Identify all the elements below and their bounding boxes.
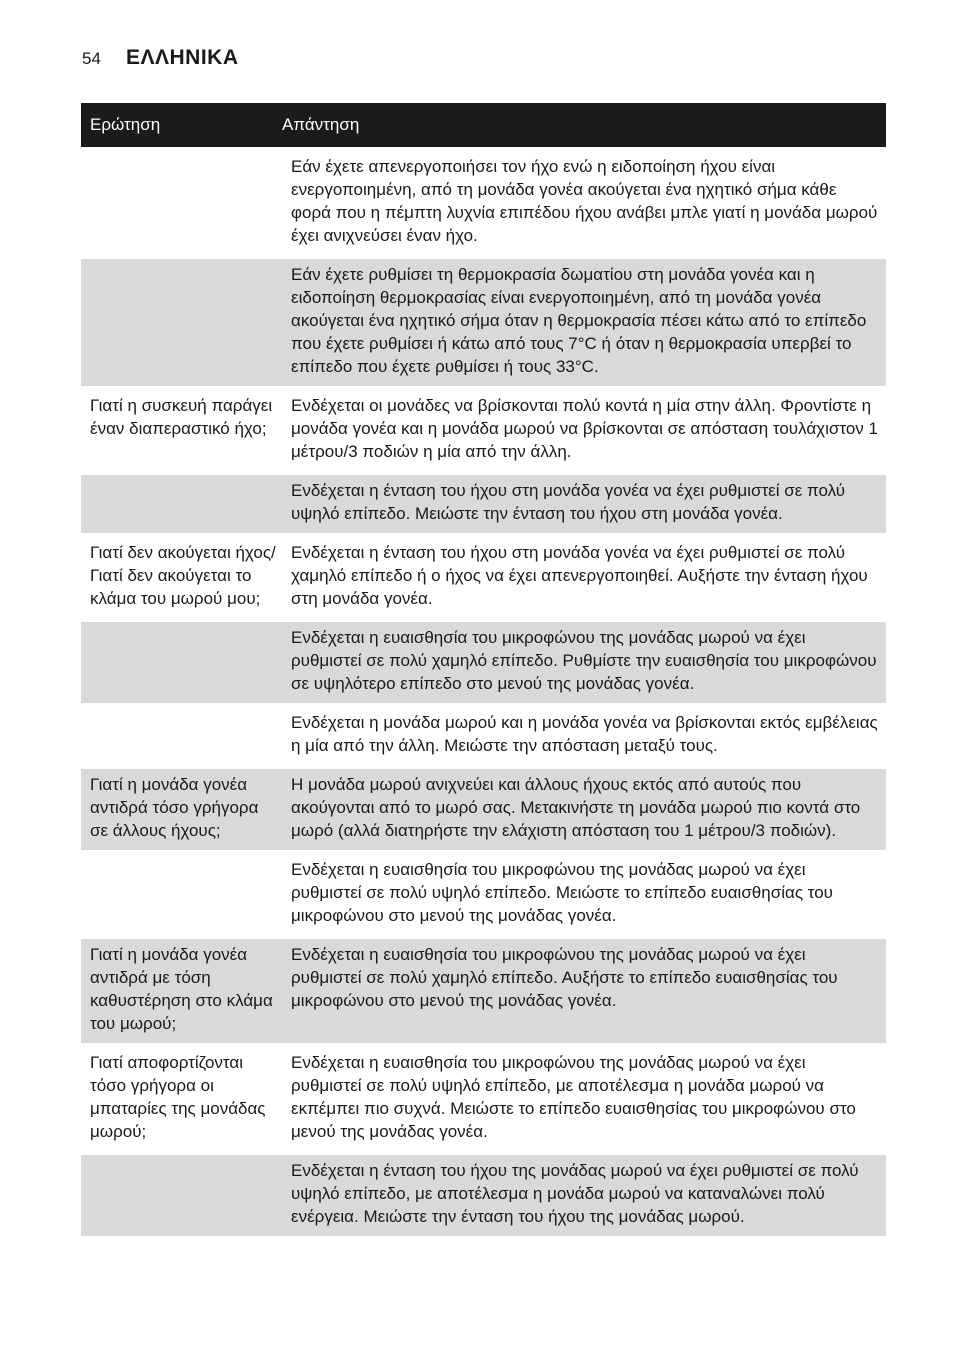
answer-cell: Ενδέχεται η ευαισθησία του μικροφώνου της μονάδας μωρού να έχει ρυθμιστεί σε πολύ χαμηλό επίπεδο. Αυξήστε το επίπεδο ευαισθησίας του μικροφώνου στο μενού της μονάδας γονέα.	[291, 945, 838, 1010]
question-cell	[81, 151, 282, 255]
answer-cell: Ενδέχεται η ένταση του ήχου της μονάδας μωρού να έχει ρυθμιστεί σε πολύ υψηλό επίπεδο, με αποτέλεσμα η μονάδα μωρού να καταναλώνει πολύ ενέργεια. Μειώστε την ένταση του ήχου της μονάδας μωρού.	[291, 1161, 859, 1226]
table-row	[81, 1155, 886, 1236]
question-cell: Γιατί η συσκευή παράγει έναν διαπεραστικό ήχο;	[90, 396, 273, 438]
table-row	[81, 707, 886, 765]
answer-cell: Ενδέχεται η ένταση του ήχου στη μονάδα γονέα να έχει ρυθμιστεί σε πολύ υψηλό επίπεδο. Μειώστε την ένταση του ήχου στη μονάδα γονέα.	[291, 481, 846, 523]
table-header-row	[81, 103, 886, 147]
answer-cell: Ενδέχεται η ένταση του ήχου στη μονάδα γονέα να έχει ρυθμιστεί σε πολύ χαμηλό επίπεδο ή ο ήχος να έχει απενεργοποιηθεί. Αυξήστε την ένταση ήχου στη μονάδα γονέα.	[291, 543, 868, 608]
table-row	[81, 151, 886, 255]
question-cell: Γιατί δεν ακούγεται ήχος/Γιατί δεν ακούγεται το κλάμα του μωρού μου;	[90, 543, 276, 608]
table-row	[81, 622, 886, 703]
question-cell	[81, 475, 282, 533]
answer-cell: Η μονάδα μωρού ανιχνεύει και άλλους ήχους εκτός από αυτούς που ακούγονται από το μωρό σας. Μετακινήστε τη μονάδα μωρού πιο κοντά στο μωρό (αλλά διατηρήστε την ελάχιστη απόσταση του 1 μέτρου/3 ποδιών).	[291, 775, 861, 840]
question-cell	[81, 259, 282, 386]
question-cell: Γιατί αποφορτίζονται τόσο γρήγορα οι μπαταρίες της μονάδας μωρού;	[90, 1053, 266, 1141]
question-cell: Γιατί η μονάδα γονέα αντιδρά με τόση καθυστέρηση στο κλάμα του μωρού;	[90, 945, 273, 1033]
page-header	[82, 46, 239, 76]
question-cell: Γιατί η μονάδα γονέα αντιδρά τόσο γρήγορα σε άλλους ήχους;	[90, 775, 259, 840]
table-body	[81, 151, 886, 1236]
column-header-answer: Απάντηση	[282, 115, 360, 134]
table-row	[81, 537, 886, 618]
answer-cell: Ενδέχεται η ευαισθησία του μικροφώνου της μονάδας μωρού να έχει ρυθμιστεί σε πολύ χαμηλό επίπεδο. Ρυθμίστε την ευαισθησία του μικροφώνου σε υψηλότερο επίπεδο στο μενού της μονάδας γονέα.	[291, 628, 877, 693]
question-cell	[81, 707, 282, 765]
table-row	[81, 769, 886, 850]
table-row	[81, 390, 886, 471]
language-heading: ΕΛΛΗΝΙΚΑ	[126, 46, 239, 69]
table-row	[81, 475, 886, 533]
answer-cell: Εάν έχετε ρυθμίσει τη θερμοκρασία δωματίου στη μονάδα γονέα και η ειδοποίηση θερμοκρασίας είναι ενεργοποιημένη, από τη μονάδα γονέα ακούγεται ένα ηχητικό σήμα όταν η θερμοκρασία πέσει κάτω από το επίπεδο που έχετε ρυθμίσει ή κάτω από τους 7°C ή όταν η θερμοκρασία υπερβεί το επίπεδο που έχετε ρυθμίσει ή τους 33°C.	[291, 265, 867, 376]
question-cell	[81, 1155, 282, 1236]
answer-cell: Εάν έχετε απενεργοποιήσει τον ήχο ενώ η ειδοποίηση ήχου είναι ενεργοποιημένη, από τη μονάδα γονέα ακούγεται ένα ηχητικό σήμα κάθε φορά που η πέμπτη λυχνία επιπέδου ήχου ανάβει μπλε γιατί η μονάδα μωρού έχει ανιχνεύσει έναν ήχο.	[291, 157, 878, 245]
table-row	[81, 854, 886, 935]
page-number: 54	[82, 49, 101, 68]
faq-table	[81, 103, 886, 1236]
column-header-question: Ερώτηση	[90, 115, 161, 134]
answer-cell: Ενδέχεται η ευαισθησία του μικροφώνου της μονάδας μωρού να έχει ρυθμιστεί σε πολύ υψηλό επίπεδο, με αποτέλεσμα η μονάδα μωρού να εκπέμπει πιο συχνά. Μειώστε το επίπεδο ευαισθησίας του μικροφώνου στο μενού της μονάδας γονέα.	[291, 1053, 856, 1141]
question-cell	[81, 622, 282, 703]
table-row	[81, 259, 886, 386]
question-cell	[81, 854, 282, 935]
answer-cell: Ενδέχεται η μονάδα μωρού και η μονάδα γονέα να βρίσκονται εκτός εμβέλειας η μία από την άλλη. Μειώστε την απόσταση μεταξύ τους.	[291, 713, 878, 755]
answer-cell: Ενδέχεται η ευαισθησία του μικροφώνου της μονάδας μωρού να έχει ρυθμιστεί σε πολύ υψηλό επίπεδο. Μειώστε το επίπεδο ευαισθησίας του μικροφώνου στο μενού της μονάδας γονέα.	[291, 860, 833, 925]
table-row	[81, 939, 886, 1043]
table-row	[81, 1047, 886, 1151]
answer-cell: Ενδέχεται οι μονάδες να βρίσκονται πολύ κοντά η μία στην άλλη. Φροντίστε η μονάδα γονέα και η μονάδα μωρού να βρίσκονται σε απόσταση τουλάχιστον 1 μέτρου/3 ποδιών η μία από την άλλη.	[291, 396, 878, 461]
